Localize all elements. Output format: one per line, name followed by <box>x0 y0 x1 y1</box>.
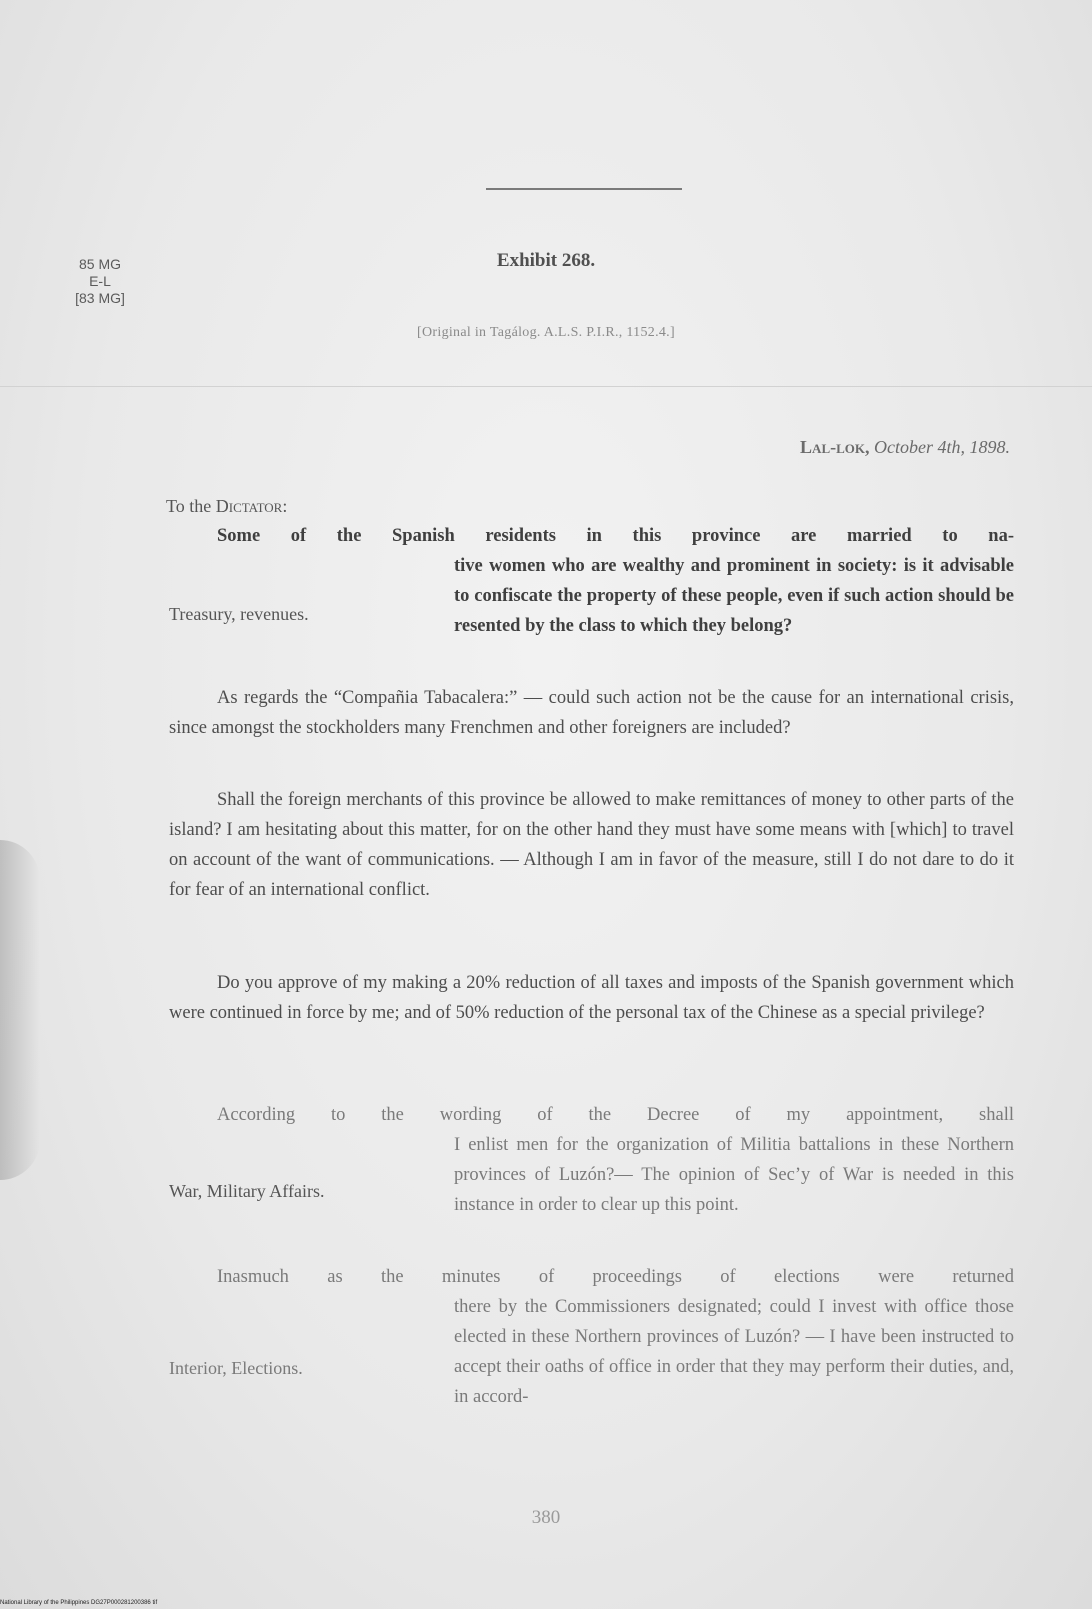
stamp-line: 85 MG <box>78 256 121 272</box>
salutation <box>166 496 287 517</box>
interior-section <box>169 1262 1014 1412</box>
interior-row <box>169 1292 1014 1412</box>
treasury-row <box>169 551 1014 641</box>
dateline <box>800 437 1010 458</box>
salutation-addressee: Dictator: <box>215 496 288 516</box>
source-note: [Original in Tagálog. A.L.S. P.I.R., 1152.4.] <box>417 325 675 340</box>
taxes-paragraph: Do you approve of my making a 20% reduction of all taxes and imposts of the Spanish government which were continued in force by me; and of 50% reduction of the personal tax of the Chinese as a special privilege? <box>169 973 1014 1023</box>
war-section <box>169 1100 1014 1220</box>
merchants-paragraph: Shall the foreign merchants of this province be allowed to make remittances of money to other parts of the island? I am hesitating about this matter, for on the other hand they must have some means with [which] to travel on account of the want of communications. — Although I am in favor of the measure, still I do not dare to do it for fear of an international conflict. <box>169 790 1014 900</box>
salutation-prefix: To the <box>166 496 216 516</box>
interior-text: there by the Commissioners designated; could I invest with office those elected in these Northern provinces of Luzón? — I have been instructed to accept their oaths of office in order that they may perform their duties, and, in accord- <box>454 1297 1014 1407</box>
stamp-line: [83 MG] <box>75 290 125 306</box>
tabacalera-paragraph: As regards the “Compañia Tabacalera:” — could such action not be the cause for an international crisis, since amongst the stockholders many Frenchmen and other foreigners are included? <box>169 688 1014 738</box>
exhibit-title: Exhibit 268. <box>496 250 596 271</box>
war-side-label: War, Military Affairs. <box>169 1181 325 1201</box>
treasury-text: tive women who are wealthy and prominent in society: is it advisable to confiscate the property of these people, even if such action should be resented by the class to which they belong? <box>454 556 1014 636</box>
interior-side-label: Interior, Elections. <box>169 1358 303 1378</box>
dateline-date: October 4th, 1898. <box>874 437 1010 457</box>
war-text: I enlist men for the organization of Militia battalions in these Northern provinces of Luzón?— The opinion of Sec’y of War is needed in this instance in order to clear up this point. <box>454 1135 1014 1215</box>
page-number: 380 <box>531 1507 561 1528</box>
treasury-side-label: Treasury, revenues. <box>169 604 309 624</box>
dateline-place: Lal-lok, <box>800 437 870 457</box>
section-divider-rule <box>486 188 682 190</box>
treasury-first-line: Some of the Spanish residents in this province are married to na- <box>217 526 1014 546</box>
footer-credit: National Library of the Philippines DG27P000281200386 tif <box>0 1600 158 1606</box>
war-first-line: According to the wording of the Decree of my appointment, shall <box>217 1105 1014 1125</box>
page-edge-shadow <box>0 840 40 1180</box>
interior-first-line: Inasmuch as the minutes of proceedings of elections were returned <box>217 1267 1014 1287</box>
war-row <box>169 1130 1014 1220</box>
stamp-line: E-L <box>89 273 111 289</box>
treasury-section <box>169 521 1014 641</box>
page-fold-line <box>0 386 1092 387</box>
